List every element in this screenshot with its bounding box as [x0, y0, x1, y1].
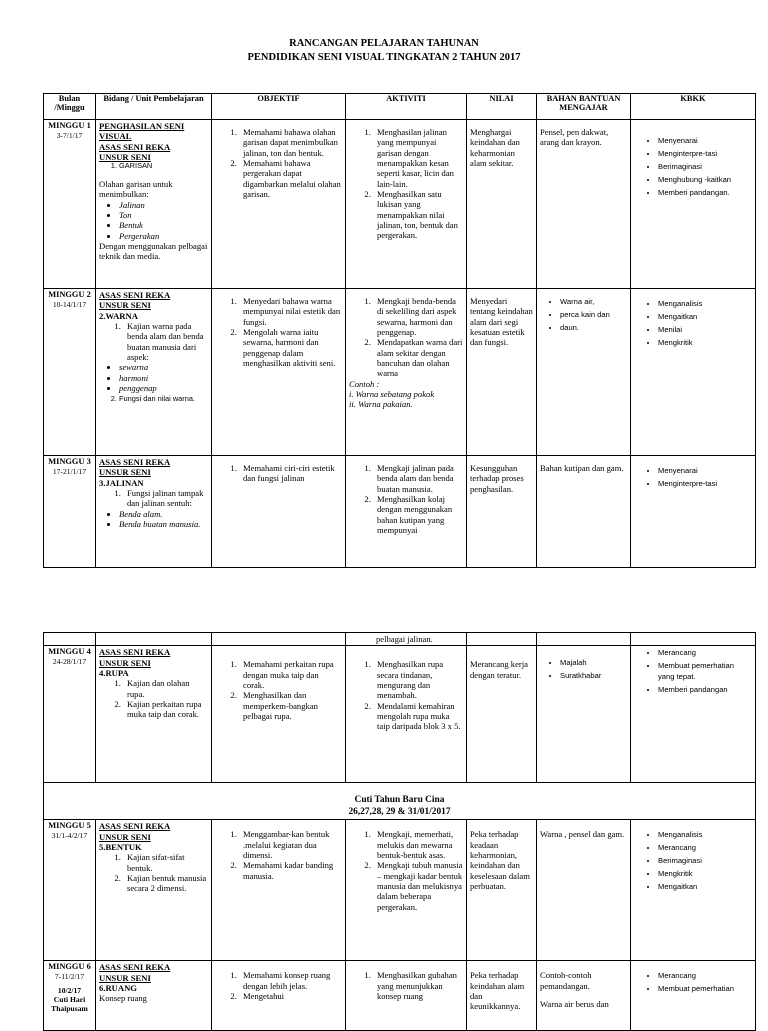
- unit-heading: UNSUR SENI: [99, 300, 151, 311]
- list-item: • Menyenarai: [658, 135, 752, 146]
- unit-text: Dengan menggunakan pelbagai teknik dan media.: [99, 241, 208, 262]
- unit-sublist: [99, 321, 208, 362]
- aktiviti-cell: [346, 633, 467, 646]
- unit-sublist: [99, 488, 208, 509]
- week-date: 3-7/1/17: [56, 131, 83, 141]
- week-cell: [44, 456, 96, 568]
- list-item: • Pergerakan: [119, 231, 208, 241]
- table-row: [44, 456, 756, 568]
- list-item: • daun.: [560, 322, 627, 333]
- list-item: 1. Mengkaji jalinan pada benda alam dan benda buatan manusia.: [373, 463, 463, 494]
- document-subtitle: PENDIDIKAN SENI VISUAL TINGKATAN 2 TAHUN 2017: [247, 52, 521, 63]
- nilai-cell: [467, 961, 537, 1031]
- unit-sublist: [99, 852, 208, 893]
- unit-cell: [96, 289, 212, 456]
- list-item: • Menganalisis: [658, 298, 752, 309]
- week-label: MINGGU 1: [48, 121, 91, 130]
- list-item: • Merancang: [658, 842, 752, 853]
- week-date: 17-21/1/17: [52, 467, 87, 477]
- week-label: MINGGU 6: [48, 962, 91, 972]
- week-date: 7-11/2/17: [54, 972, 85, 982]
- list-item: 2. Menghasilkan kolaj dengan menggunakan bahan kutipan yang mempunyai: [373, 494, 463, 535]
- unit-heading: ASAS SENI REKA: [99, 962, 171, 973]
- unit-heading: ASAS SENI REKA: [99, 141, 171, 152]
- unit-heading: UNSUR SENI: [99, 151, 151, 162]
- aktiviti-list: [349, 970, 463, 1001]
- unit-topic: 3.JALINAN: [99, 477, 144, 488]
- bahan-cell: [537, 820, 631, 961]
- table-row: [44, 289, 756, 456]
- list-item: • Merancang: [658, 970, 752, 981]
- aktiviti-list: [349, 829, 463, 912]
- aktiviti-continuation: pelbagai jalinan.: [376, 634, 433, 644]
- objektif-list: [215, 463, 342, 484]
- list-item: • Menganalisis: [658, 829, 752, 840]
- unit-topic: 5.BENTUK: [99, 841, 142, 852]
- list-item: • Menginterpre-tasi: [658, 478, 752, 489]
- table-row: [44, 961, 756, 1031]
- list-item: • Memberi pandangan: [658, 684, 752, 695]
- unit-cell: [96, 646, 212, 783]
- list-item: 1. Mengkaji benda-benda di sekeliling dari aspek sewarna, harmoni dan penggenap.: [373, 296, 463, 337]
- unit-cell: [96, 961, 212, 1031]
- list-item: 2. Mendapatkan warna dari alam sekitar dengan bancuhan dan olahan warna: [373, 337, 463, 378]
- list-item: • Berimaginasi: [658, 161, 752, 172]
- list-item: • Menilai: [658, 324, 752, 335]
- holiday-row: [44, 783, 756, 820]
- holiday-dates: 26,27,28, 29 & 31/01/2017: [348, 806, 451, 817]
- kbkk-list: [634, 829, 752, 892]
- table-row: [44, 646, 756, 783]
- bahan-text: Warna , pensel dan gam.: [540, 829, 625, 840]
- empty-cell: [631, 633, 756, 646]
- aktiviti-list: [349, 296, 463, 379]
- lesson-plan-table-2: [43, 632, 756, 1031]
- list-item: 2. Fungsi dan nilai warna.: [119, 393, 208, 405]
- list-item: 2. Mengetahui: [239, 991, 342, 1001]
- aktiviti-cell: [346, 646, 467, 783]
- empty-cell: [44, 633, 96, 646]
- kbkk-list: [634, 465, 752, 489]
- table-row: [44, 820, 756, 961]
- list-item: 2. Menghasilkan dan memperkem-bangkan pelbagai rupa.: [239, 690, 342, 721]
- nilai-text: Menghargai keindahan dan keharmonian alam sekitar.: [470, 127, 520, 168]
- list-item: • Benda alam.: [119, 509, 208, 519]
- list-item: • Mengkritik: [658, 868, 752, 879]
- list-item: 2. Mendalami kemahiran mengolah rupa muka taip daripada blok 3 x 5.: [373, 701, 463, 732]
- document-title: RANCANGAN PELAJARAN TAHUNAN: [289, 38, 479, 49]
- week-note-date: 10/2/17: [57, 985, 82, 995]
- list-item: • Membuat pemerhatian yang tepat.: [658, 660, 752, 682]
- list-item: 1. Menghasilkan rupa secara tindanan, mengurang dan menambah.: [373, 659, 463, 700]
- unit-topic: 2.WARNA: [99, 310, 138, 321]
- list-item: 1. Menghasilkan gubahan yang menunjukkan konsep ruang: [373, 970, 463, 1001]
- list-item: • Benda buatan manusia.: [119, 519, 208, 529]
- week-cell: [44, 120, 96, 289]
- topic-list: [99, 162, 208, 171]
- nilai-text: Menyedari tentang keindahan alam dari segi kesatuan estetik dan fungsi.: [470, 296, 533, 348]
- list-item: 1. Memahami bahawa olahan garisan dapat menimbulkan jalinan, ton dan bentuk.: [239, 127, 342, 158]
- contoh-item: ii. Warna pakaian.: [349, 399, 413, 410]
- list-item: • perca kain dan: [560, 309, 627, 320]
- empty-cell: [212, 633, 346, 646]
- list-item: • Membuat pemerhatian: [658, 983, 752, 994]
- kbkk-cell: [631, 456, 756, 568]
- aktiviti-cell: [346, 961, 467, 1031]
- week-label: MINGGU 2: [48, 290, 91, 299]
- bahan-text: Bahan kutipan dan gam.: [540, 463, 624, 473]
- unit-heading: UNSUR SENI: [99, 831, 151, 842]
- header-kbkk: KBKK: [631, 94, 756, 120]
- week-date: 24-28/1/17: [52, 657, 87, 667]
- holiday-cell: [44, 783, 756, 820]
- aktiviti-list: [349, 463, 463, 535]
- topic-item: 1. GARISAN: [119, 162, 208, 171]
- unit-sublist: [99, 393, 208, 405]
- kbkk-cell: [631, 646, 756, 783]
- header-row: [44, 94, 756, 120]
- bahan-text: Pensel, pen dakwat, arang dan krayon.: [540, 127, 609, 148]
- nilai-cell: [467, 120, 537, 289]
- bahan-cell: [537, 289, 631, 456]
- unit-sublist: [99, 678, 208, 719]
- list-item: 2. Menghasilkan satu lukisan yang menampakkan nilai jalinan, ton, bentuk dan pergerakan.: [373, 189, 463, 241]
- week-cell: [44, 820, 96, 961]
- kbkk-cell: [631, 289, 756, 456]
- bahan-cell: [537, 961, 631, 1031]
- kbkk-cell: [631, 961, 756, 1031]
- objektif-cell: [212, 289, 346, 456]
- aktiviti-cell: [346, 456, 467, 568]
- kbkk-list: [634, 970, 752, 994]
- kbkk-list: [634, 298, 752, 348]
- list-item: • Merancang: [658, 647, 752, 658]
- list-item: 2. Mengkaji tubuh manusia – mengkaji kadar bentuk manusia dan melukisnya dalam beberapa pergerakan.: [373, 860, 463, 912]
- bahan-text: Warna air berus dan: [540, 998, 609, 1009]
- kbkk-cell: [631, 120, 756, 289]
- bahan-cell: [537, 120, 631, 289]
- aktiviti-list: [349, 127, 463, 240]
- list-item: 1. Menggambar-kan bentuk .melalui kegiatan dua dimensi.: [239, 829, 342, 860]
- objektif-list: [215, 970, 342, 1001]
- bahan-text: Contoh-contoh pemandangan.: [540, 970, 592, 991]
- unit-heading: ASAS SENI REKA: [99, 821, 171, 832]
- list-item: 1. Menghasilan jalinan yang mempunyai garisan dengan menampakkan kesan seperti kasar, licin dan lain-lain.: [373, 127, 463, 189]
- bahan-list: [540, 296, 627, 333]
- unit-cell: [96, 820, 212, 961]
- week-label: MINGGU 3: [48, 457, 91, 466]
- aktiviti-cell: [346, 289, 467, 456]
- empty-cell: [467, 633, 537, 646]
- list-item: • Ton: [119, 210, 208, 220]
- unit-heading: ASAS SENI REKA: [99, 290, 171, 300]
- unit-heading: UNSUR SENI: [99, 657, 151, 668]
- bahan-cell: [537, 646, 631, 783]
- nilai-cell: [467, 289, 537, 456]
- unit-topic: 4.RUPA: [99, 667, 129, 678]
- header-aktiviti: AKTIVITI: [346, 94, 467, 120]
- list-item: 2. Kajian perkaitan rupa muka taip dan corak.: [123, 699, 208, 720]
- bahan-cell: [537, 456, 631, 568]
- unit-topic: 6.RUANG: [99, 982, 137, 993]
- unit-heading: ASAS SENI REKA: [99, 457, 171, 467]
- nilai-text: Peka terhadap keadaan keharmonian, keindahan dan keselesaan dalam perbuatan.: [470, 829, 530, 891]
- header-nilai: NILAI: [467, 94, 537, 120]
- objektif-list: [215, 829, 342, 881]
- list-item: 1. Fungsi jalinan tampak dan jalinan sentuh:: [123, 488, 208, 509]
- list-item: • Menginterpre-tasi: [658, 148, 752, 159]
- bahan-list: [540, 657, 627, 681]
- week-note: Thaipusam: [51, 1003, 88, 1013]
- unit-text: Konsep ruang: [99, 993, 147, 1004]
- week-note: Cuti Hari: [53, 994, 86, 1004]
- objektif-list: [215, 659, 342, 721]
- unit-bullets: [99, 200, 208, 241]
- empty-cell: [537, 633, 631, 646]
- header-bidang: Bidang / Unit Pembelajaran: [96, 94, 212, 120]
- unit-cell: [96, 456, 212, 568]
- list-item: 1. Kajian sifat-sifat bentuk.: [123, 852, 208, 873]
- unit-heading: UNSUR SENI: [99, 467, 151, 478]
- unit-cell: [96, 120, 212, 289]
- unit-text: Olahan garisan untuk menimbulkan:: [99, 179, 173, 200]
- list-item: 2. Kajian bentuk manusia secara 2 dimensi.: [123, 873, 208, 894]
- list-item: • Berimaginasi: [658, 855, 752, 866]
- nilai-text: Merancang kerja dengan teratur.: [470, 659, 528, 680]
- header-bahan: BAHAN BANTUAN MENGAJAR: [537, 94, 631, 120]
- aktiviti-list: [349, 659, 463, 731]
- nilai-cell: [467, 820, 537, 961]
- list-item: 2. Memahami bahawa pergerakan dapat digambarkan melalui olahan garisan.: [239, 158, 342, 199]
- list-item: 2. Memahami kadar banding manusia.: [239, 860, 342, 881]
- list-item: 1. Memahami konsep ruang dengan lebih jelas.: [239, 970, 342, 991]
- aktiviti-cell: [346, 120, 467, 289]
- list-item: • penggenap: [119, 383, 208, 393]
- empty-cell: [96, 633, 212, 646]
- list-item: 1. Kajian warna pada benda alam dan benda buatan manusia dari aspek:: [123, 321, 208, 362]
- kbkk-list: [634, 135, 752, 198]
- unit-heading: PENGHASILAN SENI VISUAL: [99, 121, 185, 142]
- list-item: • Memberi pandangan.: [658, 187, 752, 198]
- week-date: 10-14/1/17: [52, 300, 87, 310]
- kbkk-list: [634, 647, 752, 695]
- week-date: 31/1-4/2/17: [51, 831, 88, 841]
- nilai-text: Peka terhadap keindahan alam dan keunikkannya.: [470, 970, 525, 1012]
- table-row: [44, 120, 756, 289]
- unit-bullets: [99, 509, 208, 530]
- lesson-plan-table-1: [43, 93, 756, 568]
- objektif-cell: [212, 120, 346, 289]
- list-item: • Bentuk: [119, 220, 208, 230]
- nilai-text: Kesungguhan terhadap proses penghasilan.: [470, 463, 524, 494]
- list-item: 2. Mengolah warna iaitu sewarna, harmoni dan penggenap dalam menghasilkan aktiviti seni.: [239, 327, 342, 368]
- week-label: MINGGU 5: [48, 821, 91, 831]
- list-item: • Jalinan: [119, 200, 208, 210]
- week-cell: [44, 646, 96, 783]
- list-item: 1. Kajian dan olahan rupa.: [123, 678, 208, 699]
- unit-heading: UNSUR SENI: [99, 972, 151, 983]
- header-objektif: OBJEKTIF: [212, 94, 346, 120]
- list-item: 1. Memahami perkaitan rupa dengan muka taip dan corak.: [239, 659, 342, 690]
- nilai-cell: [467, 456, 537, 568]
- objektif-cell: [212, 820, 346, 961]
- contoh-item: i. Warna sebatang pokok: [349, 388, 435, 399]
- aktiviti-cell: [346, 820, 467, 961]
- objektif-list: [215, 296, 342, 368]
- week-cell: [44, 289, 96, 456]
- list-item: 1. Mengkaji, memerhati, melukis dan mewarna bentuk-bentuk asas.: [373, 829, 463, 860]
- header-bulan: Bulan /Minggu: [44, 94, 96, 120]
- objektif-cell: [212, 961, 346, 1031]
- objektif-cell: [212, 456, 346, 568]
- kbkk-cell: [631, 820, 756, 961]
- unit-heading: ASAS SENI REKA: [99, 647, 171, 658]
- list-item: • Majalah: [560, 657, 627, 668]
- list-item: • Mengaitkan: [658, 881, 752, 892]
- week-label: MINGGU 4: [48, 647, 91, 657]
- list-item: • Menghubung -kaitkan: [658, 174, 752, 185]
- list-item: 1. Menyedari bahawa warna mempunyai nilai estetik dan fungsi.: [239, 296, 342, 327]
- objektif-list: [215, 127, 342, 199]
- list-item: • Suratkhabar: [560, 670, 627, 681]
- table-row: [44, 633, 756, 646]
- nilai-cell: [467, 646, 537, 783]
- list-item: • harmoni: [119, 373, 208, 383]
- week-cell: [44, 961, 96, 1031]
- list-item: • Mengaitkan: [658, 311, 752, 322]
- objektif-cell: [212, 646, 346, 783]
- list-item: 1. Memahami ciri-ciri estetik dan fungsi jalinan: [239, 463, 342, 484]
- list-item: • Mengkritik: [658, 337, 752, 348]
- list-item: • Warna air,: [560, 296, 627, 307]
- unit-bullets: [99, 362, 208, 393]
- contoh-label: Contoh :: [349, 378, 380, 389]
- holiday-title: Cuti Tahun Baru Cina: [354, 795, 445, 806]
- list-item: • sewarna: [119, 362, 208, 372]
- list-item: • Menyenarai: [658, 465, 752, 476]
